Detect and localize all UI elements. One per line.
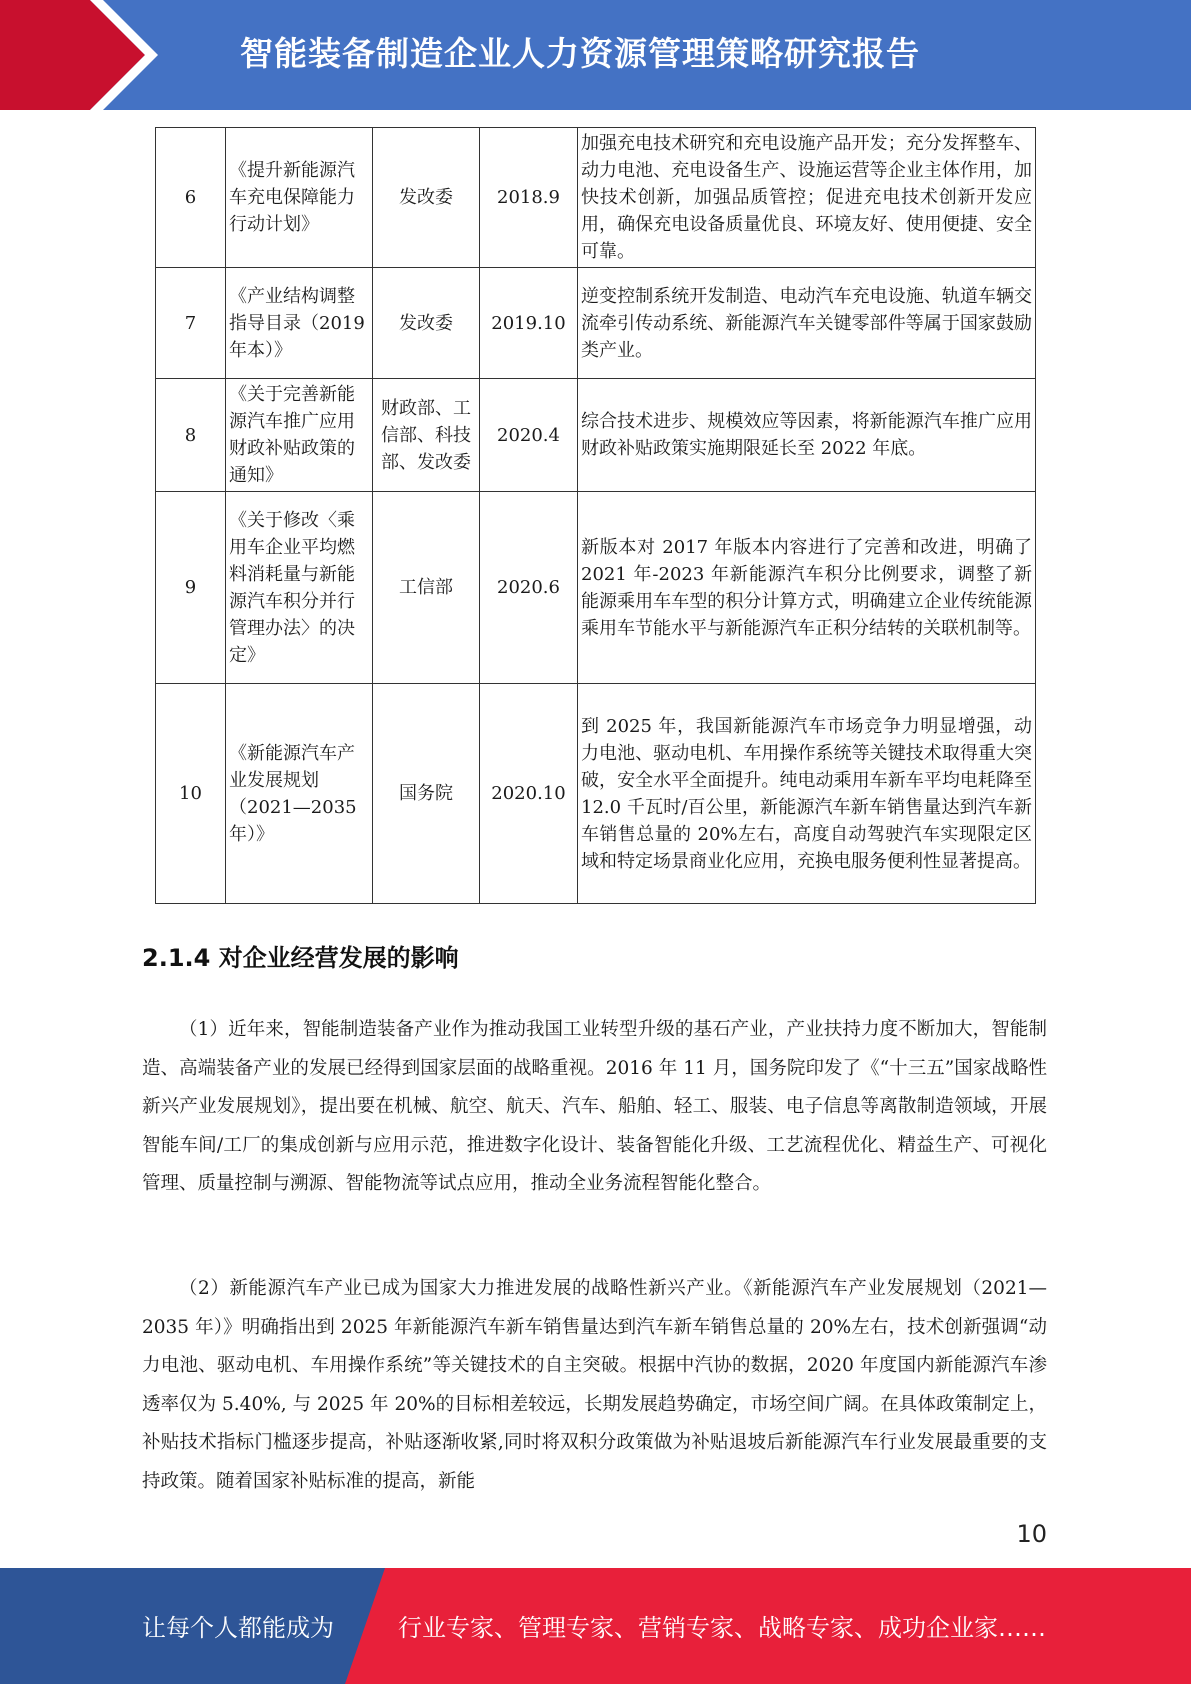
policy-name: 《提升新能源汽车充电保障能力行动计划》: [226, 128, 373, 268]
table-row: [156, 379, 1036, 492]
issuing-department: 工信部: [373, 492, 480, 684]
row-number: 9: [156, 492, 226, 684]
row-number: 6: [156, 128, 226, 268]
body-paragraph: （1）近年来，智能制造装备产业作为推动我国工业转型升级的基石产业，产业扶持力度不断加大，智能制造、高端装备产业的发展已经得到国家层面的战略重视。2016 年 11 月，国务院印发了《“十三五”国家战略性新兴产业发展规划》，提出要在机械、航空、航天、汽车、船舶、轻工、服装、电子信息等离散制造领域，开展智能车间/工厂的集成创新与应用示范，推进数字化设计、装备智能化升级、工艺流程优化、精益生产、可视化管理、质量控制与溯源、智能物流等试点应用，推动全业务流程智能化整合。: [142, 1019, 1047, 1194]
issuing-department: 发改委: [373, 268, 480, 379]
policy-content: 到 2025 年，我国新能源汽车市场竞争力明显增强，动力电池、驱动电机、车用操作系统等关键技术取得重大突破，安全水平全面提升。纯电动乘用车新车平均电耗降至 12.0 千瓦时/百公里，新能源汽车新车销售量达到汽车新车销售总量的 20%左右，高度自动驾驶汽车实现限定区域和特定场景商业化应用，充换电服务便利性显著提高。: [578, 684, 1036, 904]
policy-content: 新版本对 2017 年版本内容进行了完善和改进，明确了 2021 年-2023 年新能源汽车积分比例要求，调整了新能源乘用车车型的积分计算方式，明确建立企业传统能源乘用车节能水平与新能源汽车正积分结转的关联机制等。: [578, 492, 1036, 684]
row-number: 8: [156, 379, 226, 492]
issue-date: 2020.6: [480, 492, 578, 684]
footer-slogan-right: 行业专家、管理专家、营销专家、战略专家、成功企业家……: [398, 1614, 1046, 1642]
table-row: [156, 268, 1036, 379]
page-number: 10: [1016, 1520, 1047, 1548]
issuing-department: 财政部、工信部、科技部、发改委: [373, 379, 480, 492]
policy-name: 《新能源汽车产业发展规划（2021—2035年）》: [226, 684, 373, 904]
report-title: 智能装备制造企业人力资源管理策略研究报告: [240, 34, 920, 73]
table-row: [156, 128, 1036, 268]
issuing-department: 发改委: [373, 128, 480, 268]
issue-date: 2019.10: [480, 268, 578, 379]
page-footer: [0, 1568, 1191, 1684]
row-number: 7: [156, 268, 226, 379]
policy-name: 《产业结构调整指导目录（2019年本）》: [226, 268, 373, 379]
policy-table: [155, 127, 1036, 904]
table-row: [156, 492, 1036, 684]
policy-name: 《关于修改〈乘用车企业平均燃料消耗量与新能源汽车积分并行管理办法〉的决定》: [226, 492, 373, 684]
issue-date: 2020.4: [480, 379, 578, 492]
row-number: 10: [156, 684, 226, 904]
policy-content: 加强充电技术研究和充电设施产品开发；充分发挥整车、动力电池、充电设备生产、设施运营等企业主体作用，加快技术创新，加强品质管控；促进充电技术创新开发应用，确保充电设备质量优良、环境友好、使用便捷、安全可靠。: [578, 128, 1036, 268]
policy-content: 逆变控制系统开发制造、电动汽车充电设施、轨道车辆交流牵引传动系统、新能源汽车关键零部件等属于国家鼓励类产业。: [578, 268, 1036, 379]
body-paragraph: （2）新能源汽车产业已成为国家大力推进发展的战略性新兴产业。《新能源汽车产业发展规划（2021—2035 年）》明确指出到 2025 年新能源汽车新车销售量达到汽车新车销售总量的 20%左右，技术创新强调“动力电池、驱动电机、车用操作系统”等关键技术的自主突破。根据中汽协的数据，2020 年度国内新能源汽车渗透率仅为 5.40%, 与 2025 年 20%的目标相差较远，长期发展趋势确定，市场空间广阔。在具体政策制定上，补贴技术指标门槛逐步提高，补贴逐渐收紧,同时将双积分政策做为补贴退坡后新能源汽车行业发展最重要的支持政策。随着国家补贴标准的提高，新能: [142, 1278, 1047, 1492]
issuing-department: 国务院: [373, 684, 480, 904]
issue-date: 2020.10: [480, 684, 578, 904]
issue-date: 2018.9: [480, 128, 578, 268]
footer-slogan-left: 让每个人都能成为: [142, 1614, 334, 1642]
policy-content: 综合技术进步、规模效应等因素，将新能源汽车推广应用财政补贴政策实施期限延长至 2022 年底。: [578, 379, 1036, 492]
section-heading: 2.1.4 对企业经营发展的影响: [142, 944, 459, 972]
policy-name: 《关于完善新能源汽车推广应用财政补贴政策的通知》: [226, 379, 373, 492]
table-row: [156, 684, 1036, 904]
page-header: [0, 0, 1191, 110]
